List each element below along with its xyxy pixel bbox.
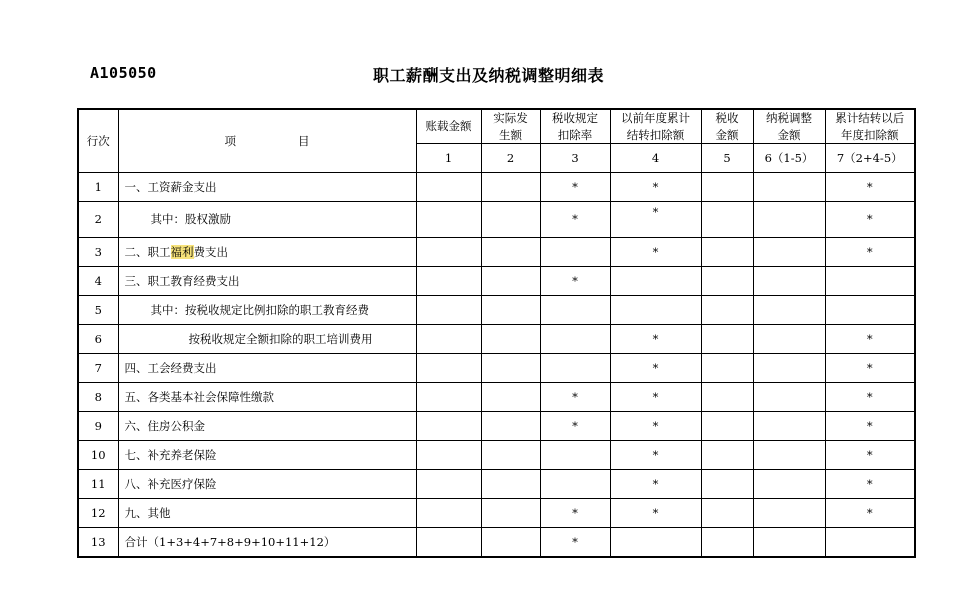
col-number-1: 1: [416, 144, 481, 173]
cell-c2[interactable]: [481, 499, 540, 528]
cell-c5[interactable]: [701, 238, 753, 267]
cell-c2[interactable]: [481, 354, 540, 383]
table-row: [78, 499, 915, 528]
row-label: 九、其他: [118, 499, 416, 528]
row-no: 9: [78, 412, 118, 441]
cell-c4[interactable]: [610, 528, 701, 558]
cell-c7: *: [825, 441, 915, 470]
col-header-row-no: 行次: [78, 109, 118, 173]
cell-c3: *: [540, 202, 610, 238]
cell-c7: *: [825, 354, 915, 383]
col-number-3: 3: [540, 144, 610, 173]
cell-c3[interactable]: [540, 441, 610, 470]
col-number-4: 4: [610, 144, 701, 173]
cell-c2[interactable]: [481, 296, 540, 325]
row-label: 六、住房公积金: [118, 412, 416, 441]
cell-c1[interactable]: [416, 499, 481, 528]
cell-c4[interactable]: [610, 296, 701, 325]
cell-c2[interactable]: [481, 383, 540, 412]
row-no: 4: [78, 267, 118, 296]
cell-c3: *: [540, 528, 610, 558]
cell-c1[interactable]: [416, 267, 481, 296]
cell-c6[interactable]: [753, 470, 825, 499]
cell-c4: *: [610, 173, 701, 202]
cell-c6[interactable]: [753, 238, 825, 267]
cell-c2[interactable]: [481, 267, 540, 296]
cell-c4: *: [610, 412, 701, 441]
cell-c1[interactable]: [416, 528, 481, 558]
row-label: 按税收规定全额扣除的职工培训费用: [118, 325, 416, 354]
cell-c5[interactable]: [701, 296, 753, 325]
col-header-item: [118, 109, 416, 173]
cell-c6[interactable]: [753, 325, 825, 354]
highlighted-text: 福利: [170, 244, 194, 259]
table-row: [78, 173, 915, 202]
cell-c2[interactable]: [481, 325, 540, 354]
table-row: [78, 202, 915, 238]
cell-c7: *: [825, 470, 915, 499]
cell-c1[interactable]: [416, 412, 481, 441]
row-label: 二、职工福利费支出: [118, 238, 416, 267]
cell-c7[interactable]: [825, 528, 915, 558]
row-no: 3: [78, 238, 118, 267]
cell-c7: *: [825, 238, 915, 267]
row-no: 2: [78, 202, 118, 238]
table-row: [78, 296, 915, 325]
col-header-item-a: 项: [224, 133, 236, 148]
cell-c6[interactable]: [753, 354, 825, 383]
col-number-5: 5: [701, 144, 753, 173]
col-number-6: 6（1-5）: [753, 144, 825, 173]
cell-c4: *: [610, 499, 701, 528]
col-header-4: 以前年度累计 结转扣除额: [610, 109, 701, 144]
cell-c6[interactable]: [753, 383, 825, 412]
row-no: 6: [78, 325, 118, 354]
cell-c6[interactable]: [753, 528, 825, 558]
cell-c1[interactable]: [416, 470, 481, 499]
form-title: 职工薪酬支出及纳税调整明细表: [373, 66, 605, 85]
table-row: [78, 441, 915, 470]
cell-c3[interactable]: [540, 238, 610, 267]
cell-c2[interactable]: [481, 202, 540, 238]
row-no: 7: [78, 354, 118, 383]
row-label: 八、补充医疗保险: [118, 470, 416, 499]
cell-c6[interactable]: [753, 412, 825, 441]
cell-c1[interactable]: [416, 441, 481, 470]
cell-c1[interactable]: [416, 238, 481, 267]
cell-c3[interactable]: [540, 296, 610, 325]
cell-c1[interactable]: [416, 325, 481, 354]
cell-c2[interactable]: [481, 528, 540, 558]
cell-c7: *: [825, 383, 915, 412]
col-header-item-b: 目: [298, 133, 310, 148]
cell-c5[interactable]: [701, 499, 753, 528]
cell-c4: *: [610, 470, 701, 499]
cell-c3: *: [540, 412, 610, 441]
row-label: 一、工资薪金支出: [118, 173, 416, 202]
cell-c5[interactable]: [701, 267, 753, 296]
cell-c6[interactable]: [753, 296, 825, 325]
row-label: 其中：按税收规定比例扣除的职工教育经费: [118, 296, 416, 325]
col-header-5: 税收 金额: [701, 109, 753, 144]
cell-c1[interactable]: [416, 383, 481, 412]
cell-c4: *: [610, 383, 701, 412]
cell-c3: *: [540, 499, 610, 528]
table-row: [78, 528, 915, 558]
cell-c3: *: [540, 267, 610, 296]
cell-c3: *: [540, 383, 610, 412]
cell-c3: *: [540, 173, 610, 202]
detail-table: [77, 108, 916, 558]
cell-c7[interactable]: [825, 296, 915, 325]
cell-c5[interactable]: [701, 202, 753, 238]
col-number-2: 2: [481, 144, 540, 173]
row-no: 10: [78, 441, 118, 470]
cell-c7: *: [825, 202, 915, 238]
cell-c3[interactable]: [540, 470, 610, 499]
row-label: 其中：股权激励: [118, 202, 416, 238]
row-label: 五、各类基本社会保障性缴款: [118, 383, 416, 412]
cell-c1[interactable]: [416, 173, 481, 202]
cell-c5[interactable]: [701, 325, 753, 354]
cell-c6[interactable]: [753, 173, 825, 202]
cell-c4: *: [610, 441, 701, 470]
cell-c4[interactable]: [610, 267, 701, 296]
cell-c3[interactable]: [540, 325, 610, 354]
table-row: [78, 412, 915, 441]
cell-c2[interactable]: [481, 441, 540, 470]
table-row: [78, 383, 915, 412]
cell-c2[interactable]: [481, 173, 540, 202]
cell-c4: *: [610, 325, 701, 354]
table-row: [78, 470, 915, 499]
row-label: 四、工会经费支出: [118, 354, 416, 383]
col-header-6: 纳税调整 金额: [753, 109, 825, 144]
cell-c5[interactable]: [701, 383, 753, 412]
cell-c5[interactable]: [701, 528, 753, 558]
cell-c5[interactable]: [701, 173, 753, 202]
cell-c7: *: [825, 173, 915, 202]
table-row: [78, 267, 915, 296]
row-no: 11: [78, 470, 118, 499]
cell-c7: *: [825, 499, 915, 528]
cell-c1[interactable]: [416, 354, 481, 383]
table-row: [78, 238, 915, 267]
col-header-2: 实际发 生额: [481, 109, 540, 144]
cell-c1[interactable]: [416, 202, 481, 238]
cell-c6[interactable]: [753, 441, 825, 470]
row-no: 8: [78, 383, 118, 412]
cell-c7[interactable]: [825, 267, 915, 296]
cell-c2[interactable]: [481, 470, 540, 499]
row-label: 七、补充养老保险: [118, 441, 416, 470]
cell-c5[interactable]: [701, 470, 753, 499]
cell-c4: *: [610, 202, 701, 238]
form-code: A105050: [90, 64, 157, 82]
cell-c2[interactable]: [481, 412, 540, 441]
table-row: [78, 325, 915, 354]
cell-c5[interactable]: [701, 412, 753, 441]
col-header-7: 累计结转以后 年度扣除额: [825, 109, 915, 144]
cell-c5[interactable]: [701, 441, 753, 470]
cell-c7: *: [825, 325, 915, 354]
table-row: [78, 354, 915, 383]
col-header-1: 账载金额: [416, 109, 481, 144]
cell-c6[interactable]: [753, 202, 825, 238]
cell-c5[interactable]: [701, 354, 753, 383]
cell-c1[interactable]: [416, 296, 481, 325]
row-no: 13: [78, 528, 118, 558]
col-header-3: 税收规定 扣除率: [540, 109, 610, 144]
cell-c7: *: [825, 412, 915, 441]
cell-c2[interactable]: [481, 238, 540, 267]
row-label: 三、职工教育经费支出: [118, 267, 416, 296]
cell-c6[interactable]: [753, 499, 825, 528]
row-no: 1: [78, 173, 118, 202]
cell-c4: *: [610, 238, 701, 267]
row-label: 合计（1+3+4+7+8+9+10+11+12）: [118, 528, 416, 558]
row-no: 12: [78, 499, 118, 528]
cell-c6[interactable]: [753, 267, 825, 296]
row-no: 5: [78, 296, 118, 325]
cell-c3[interactable]: [540, 354, 610, 383]
cell-c4: *: [610, 354, 701, 383]
col-number-7: 7（2+4-5）: [825, 144, 915, 173]
header-row: [78, 109, 915, 144]
